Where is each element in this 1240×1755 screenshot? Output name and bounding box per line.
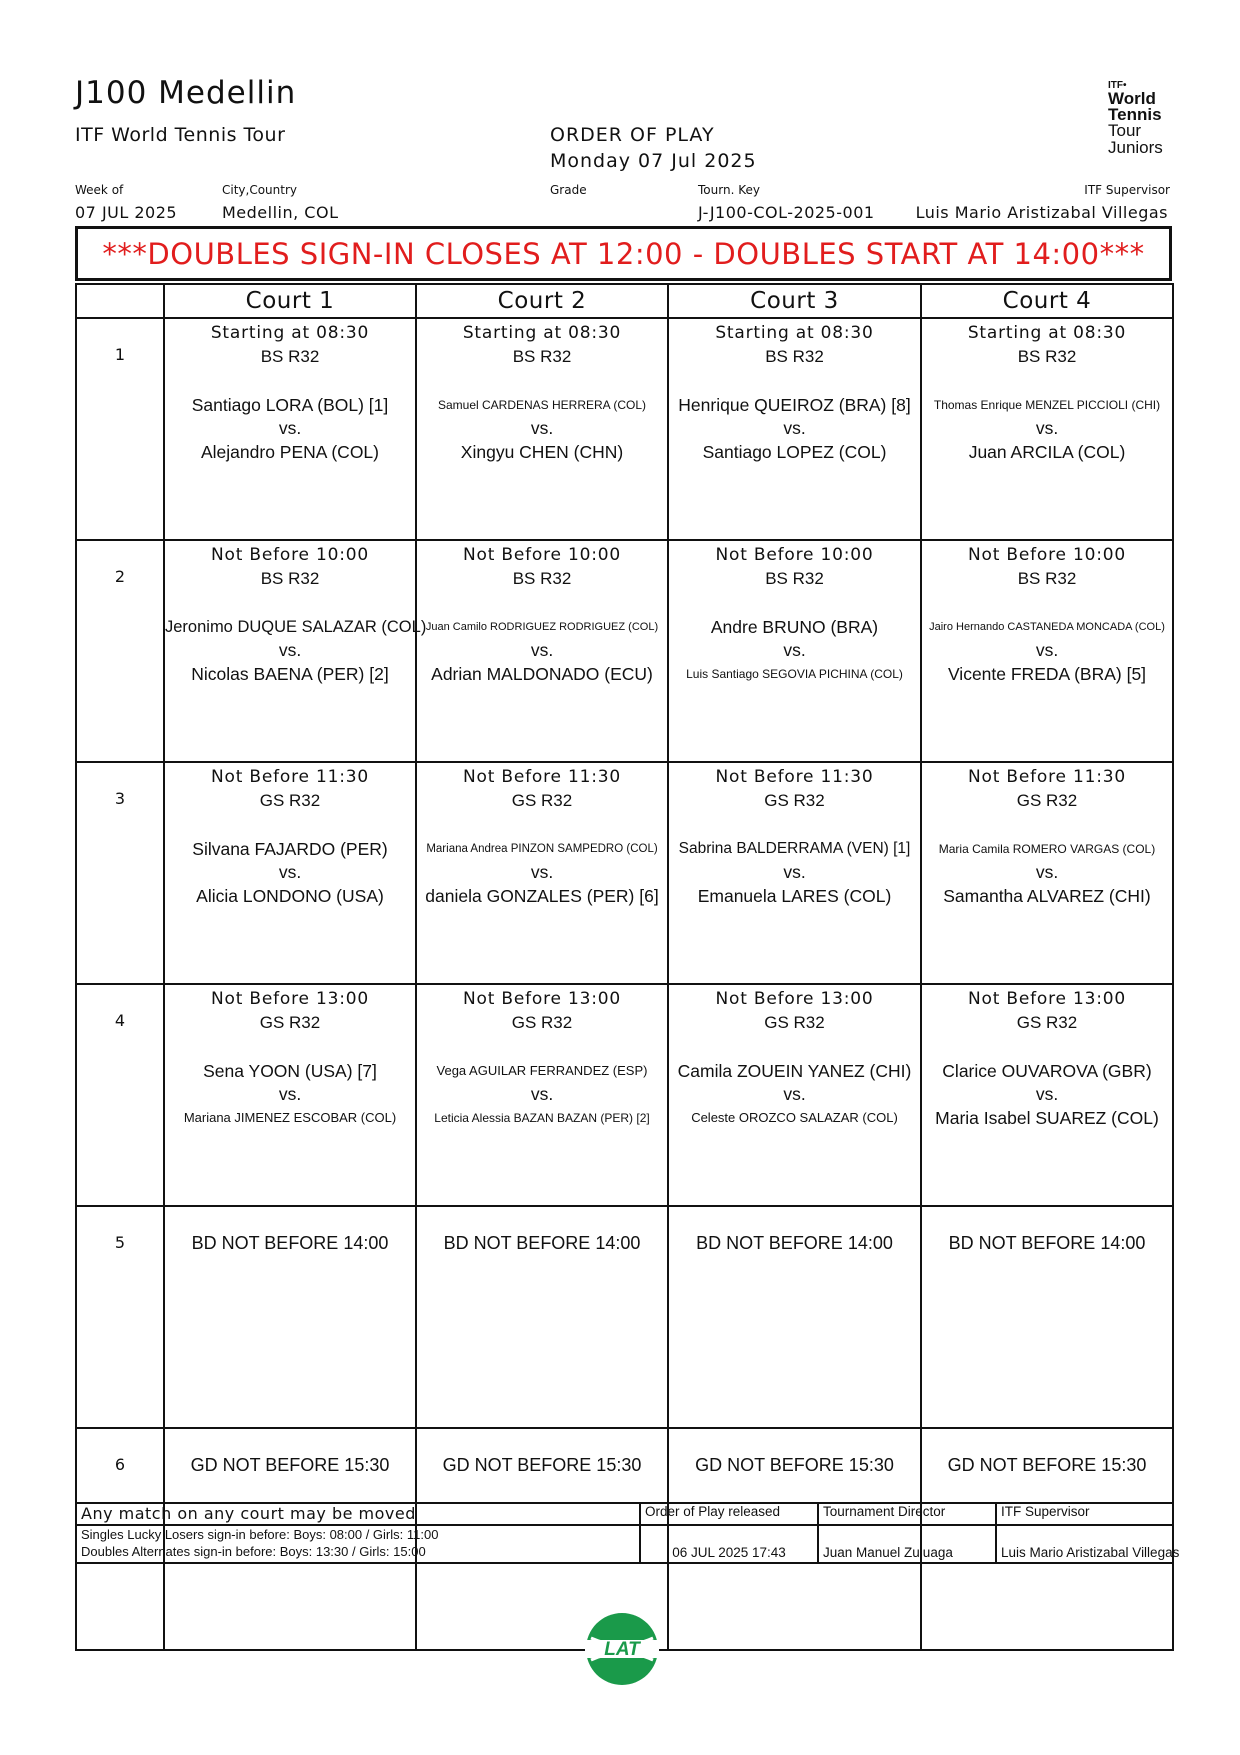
row-number: 1	[76, 318, 164, 540]
order-of-play-grid	[75, 283, 1174, 1651]
round-label: GS R32	[259, 791, 321, 810]
start-time: Starting at 08:30	[967, 323, 1127, 343]
tourn-key-value: J-J100-COL-2025-001	[698, 203, 875, 222]
vs-label: vs.	[1035, 418, 1059, 438]
start-time: Not Before 11:30	[211, 767, 369, 787]
player-1: Silvana FAJARDO (PER)	[192, 839, 388, 859]
player-2: Mariana JIMENEZ ESCOBAR (COL)	[183, 1110, 397, 1125]
round-label: GS R32	[1016, 1013, 1078, 1032]
player-2: Maria Isabel SUAREZ (COL)	[935, 1108, 1159, 1128]
match-cell	[669, 763, 920, 908]
player-1: Henrique QUEIROZ (BRA) [8]	[678, 395, 911, 415]
player-2: Alicia LONDONO (USA)	[196, 886, 384, 906]
player-2: Adrian MALDONADO (ECU)	[431, 664, 653, 684]
vs-label: vs.	[278, 1084, 302, 1104]
grade-label: Grade	[550, 183, 587, 197]
player-2: Juan ARCILA (COL)	[968, 442, 1126, 462]
vs-label: vs.	[783, 862, 806, 882]
vs-label: vs.	[783, 640, 806, 660]
logo-itf: ITF	[1108, 80, 1123, 91]
match-cell	[922, 763, 1172, 908]
logo-line-4: Juniors	[1108, 137, 1163, 157]
start-time: Not Before 10:00	[211, 545, 369, 565]
match-cell	[669, 319, 920, 464]
city-value: Medellin, COL	[222, 203, 339, 222]
vs-label: vs.	[783, 418, 806, 438]
footer-table	[75, 1502, 1180, 1564]
row-number: 3	[76, 762, 164, 984]
itf-world-tennis-tour-juniors-logo: ITF• World Tennis Tour Juniors	[1108, 76, 1198, 156]
boys-doubles-note: BD NOT BEFORE 14:00	[696, 1233, 893, 1253]
start-time: Not Before 10:00	[715, 545, 874, 565]
match-row	[76, 984, 1173, 1206]
vs-label: vs.	[1035, 862, 1059, 882]
start-time: Not Before 10:00	[463, 545, 621, 565]
player-1: Thomas Enrique MENZEL PICCIOLI (CHI)	[933, 398, 1161, 412]
round-label: BS R32	[1017, 347, 1077, 366]
start-time: Not Before 10:00	[968, 545, 1126, 565]
round-label: BS R32	[260, 347, 320, 366]
vs-label: vs.	[530, 418, 554, 438]
round-label: BS R32	[1017, 569, 1077, 588]
lat-logo-text: LAT	[604, 1639, 640, 1660]
player-1: Camila ZOUEIN YANEZ (CHI)	[677, 1061, 912, 1081]
row-number: 4	[76, 984, 164, 1206]
lat-logo	[585, 1612, 659, 1686]
player-2: daniela GONZALES (PER) [6]	[425, 886, 659, 906]
match-cell	[669, 985, 920, 1130]
start-time: Not Before 11:30	[463, 767, 621, 787]
round-label: BS R32	[765, 347, 824, 366]
player-1: Andre BRUNO (BRA)	[710, 617, 879, 637]
vs-label: vs.	[1035, 1084, 1059, 1104]
match-cell	[417, 763, 667, 908]
match-cell	[165, 985, 415, 1130]
girls-doubles-note: GD NOT BEFORE 15:30	[190, 1455, 390, 1475]
released-value: 06 JUL 2025 17:43	[640, 1525, 818, 1563]
player-1: Mariana Andrea PINZON SAMPEDRO (COL)	[426, 843, 658, 855]
vs-label: vs.	[530, 862, 554, 882]
match-cell	[165, 763, 415, 908]
released-label: Order of Play released	[640, 1503, 818, 1525]
vs-label: vs.	[530, 640, 554, 660]
player-2: Leticia Alessia BAZAN BAZAN (PER) [2]	[434, 1111, 650, 1125]
vs-label: vs.	[530, 1084, 554, 1104]
round-label: BS R32	[512, 569, 572, 588]
player-1: Clarice OUVAROVA (GBR)	[942, 1061, 1152, 1081]
director-label: Tournament Director	[818, 1503, 996, 1525]
supervisor-label-footer: ITF Supervisor	[996, 1503, 1173, 1525]
court-header: Court 3	[668, 284, 921, 318]
director-value: Juan Manuel Zuluaga	[818, 1525, 996, 1563]
supervisor-label: ITF Supervisor	[1084, 183, 1170, 197]
player-2: Emanuela LARES (COL)	[697, 886, 892, 906]
match-row	[76, 1206, 1173, 1428]
girls-doubles-note: GD NOT BEFORE 15:30	[695, 1455, 894, 1475]
tour-subtitle: ITF World Tennis Tour	[75, 124, 286, 146]
round-label: BS R32	[765, 569, 824, 588]
round-label: GS R32	[764, 1013, 825, 1032]
start-time: Not Before 13:00	[715, 989, 874, 1009]
supervisor-value-footer: Luis Mario Aristizabal Villegas	[996, 1525, 1173, 1563]
player-1: Samuel CARDENAS HERRERA (COL)	[437, 398, 647, 412]
vs-label: vs.	[1035, 640, 1059, 660]
player-2: Xingyu CHEN (CHN)	[460, 442, 624, 462]
court-header: Court 2	[416, 284, 668, 318]
week-value: 07 JUL 2025	[75, 203, 178, 222]
player-1: Vega AGUILAR FERRANDEZ (ESP)	[436, 1063, 648, 1078]
start-time: Not Before 13:00	[211, 989, 369, 1009]
match-cell	[165, 541, 427, 686]
logo-line-1: World	[1108, 89, 1156, 109]
alternates-notice: Doubles Alternates sign-in before: Boys: 13:30 / Girls: 15:00	[81, 1544, 426, 1559]
supervisor-value: Luis Mario Aristizabal Villegas	[915, 203, 1168, 222]
tourn-key-label: Tourn. Key	[698, 183, 760, 197]
round-label: GS R32	[511, 1013, 573, 1032]
match-cell	[669, 541, 920, 686]
start-time: Not Before 13:00	[968, 989, 1126, 1009]
player-2: Celeste OROZCO SALAZAR (COL)	[691, 1110, 898, 1125]
lucky-losers-notice: Singles Lucky Losers sign-in before: Boys: 08:00 / Girls: 11:00	[81, 1527, 439, 1542]
row-number: 5	[76, 1206, 164, 1428]
moved-notice: Any match on any court may be moved	[76, 1503, 640, 1525]
start-time: Not Before 11:30	[968, 767, 1126, 787]
match-cell	[922, 319, 1172, 464]
vs-label: vs.	[278, 862, 302, 882]
player-2: Nicolas BAENA (PER) [2]	[191, 664, 389, 684]
player-2: Samantha ALVAREZ (CHI)	[943, 886, 1151, 906]
round-label: GS R32	[764, 791, 825, 810]
match-cell	[922, 541, 1172, 686]
logo-line-2: Tennis	[1108, 105, 1162, 125]
boys-doubles-note: BD NOT BEFORE 14:00	[191, 1233, 389, 1253]
player-1: Jeronimo DUQUE SALAZAR (COL)	[165, 618, 427, 636]
round-label: BS R32	[260, 569, 320, 588]
boys-doubles-note: BD NOT BEFORE 14:00	[443, 1233, 641, 1253]
girls-doubles-note: GD NOT BEFORE 15:30	[442, 1455, 642, 1475]
girls-doubles-note: GD NOT BEFORE 15:30	[947, 1455, 1147, 1475]
city-label: City,Country	[222, 183, 298, 197]
player-1: Jairo Hernando CASTANEDA MONCADA (COL)	[929, 621, 1165, 633]
order-of-play-heading: ORDER OF PLAY	[550, 124, 715, 146]
match-cell	[417, 319, 667, 464]
match-cell	[417, 541, 667, 686]
player-2: Santiago LOPEZ (COL)	[702, 442, 887, 462]
player-1: Sabrina BALDERRAMA (VEN) [1]	[678, 840, 911, 857]
tournament-title: J100 Medellin	[75, 75, 297, 111]
player-1: Santiago LORA (BOL) [1]	[191, 395, 389, 415]
week-label: Week of	[75, 183, 124, 197]
match-row	[76, 762, 1173, 984]
doubles-notice-banner: ***DOUBLES SIGN-IN CLOSES AT 12:00 - DOUBLES START AT 14:00***	[75, 226, 1172, 281]
court-header: Court 4	[921, 284, 1173, 318]
court-header: Court 1	[164, 284, 416, 318]
boys-doubles-note: BD NOT BEFORE 14:00	[948, 1233, 1146, 1253]
round-label: GS R32	[259, 1013, 321, 1032]
player-2: Vicente FREDA (BRA) [5]	[947, 664, 1147, 684]
corner-cell	[76, 284, 164, 318]
round-label: GS R32	[1016, 791, 1078, 810]
match-cell	[922, 985, 1172, 1130]
round-label: GS R32	[511, 791, 573, 810]
match-row	[76, 318, 1173, 540]
row-number: 6	[76, 1428, 164, 1650]
row-number: 2	[76, 540, 164, 762]
player-2: Luis Santiago SEGOVIA PICHINA (COL)	[686, 667, 903, 681]
start-time: Not Before 13:00	[463, 989, 621, 1009]
player-1: Juan Camilo RODRIGUEZ RODRIGUEZ (COL)	[425, 621, 659, 633]
player-1: Sena YOON (USA) [7]	[203, 1061, 377, 1081]
vs-label: vs.	[783, 1084, 806, 1104]
start-time: Starting at 08:30	[462, 323, 622, 343]
player-2: Alejandro PENA (COL)	[201, 442, 379, 462]
start-time: Starting at 08:30	[715, 323, 874, 343]
match-cell	[417, 985, 667, 1130]
order-of-play-date: Monday 07 Jul 2025	[550, 150, 757, 172]
match-cell	[165, 319, 415, 464]
logo-line-3: Tour	[1108, 121, 1142, 141]
vs-label: vs.	[278, 418, 302, 438]
round-label: BS R32	[512, 347, 572, 366]
start-time: Starting at 08:30	[210, 323, 370, 343]
player-1: Maria Camila ROMERO VARGAS (COL)	[938, 842, 1156, 856]
match-row	[76, 540, 1173, 762]
vs-label: vs.	[278, 640, 302, 660]
start-time: Not Before 11:30	[715, 767, 874, 787]
